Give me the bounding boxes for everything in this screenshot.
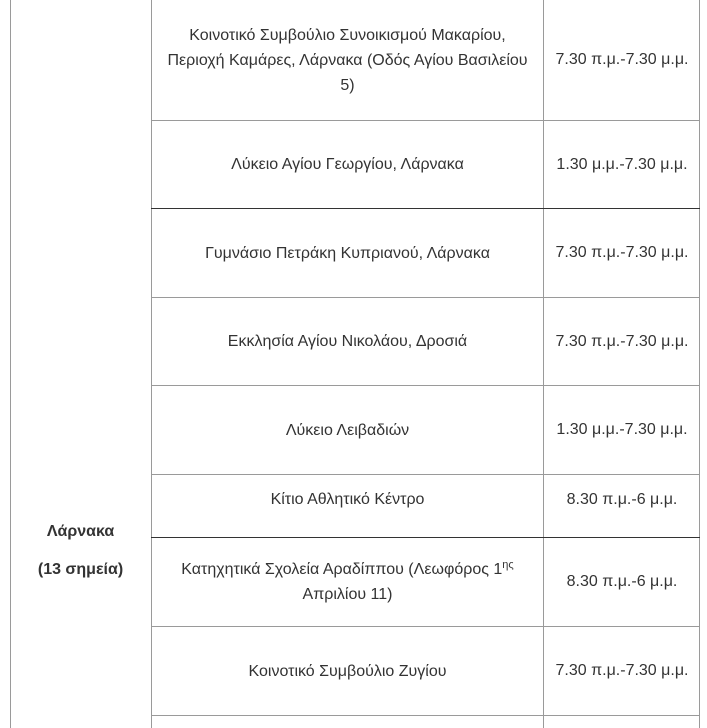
table-border-left	[10, 0, 11, 728]
ordinal-superscript: ης	[502, 559, 514, 571]
place-text: Εκκλησία Αγίου Νικολάου, Δροσιά	[227, 333, 468, 350]
table-row-place	[152, 121, 543, 208]
region-cell	[10, 513, 151, 589]
table-row-hours	[544, 538, 700, 626]
place-text: Γυμνάσιο Πετράκη Κυπριανού, Λάρνακα	[205, 244, 490, 262]
table-row-place	[152, 538, 543, 626]
row-divider	[151, 715, 700, 716]
table-row-hours	[544, 627, 700, 715]
place-text: Λύκειο Λειβαδιών	[285, 421, 410, 439]
place-text: Κοινοτικό Συμβούλιο Ζυγίου	[248, 662, 447, 680]
hours-text: 8.30 π.μ.-6 μ.μ.	[566, 490, 678, 508]
hours-text: 7.30 π.μ.-7.30 μ.μ.	[555, 662, 689, 679]
place-text: Κατηχητικά Σχολεία Αραδίππου (Λεωφόρος $1^{\eta\varsigma}$ Απριλίου 11)	[181, 559, 514, 603]
region-name: Λάρνακα	[46, 523, 115, 540]
hours-text: 1.30 μ.μ.-7.30 μ.μ.	[556, 421, 688, 438]
table-row-place	[152, 475, 543, 524]
region-count: (13 σημεία)	[37, 561, 124, 578]
place-text: Κοινοτικό Συμβούλιο Συνοικισμού Μακαρίου, Περιοχή Καμάρες, Λάρνακα (Οδός Αγίου Βασιλείου 5)	[167, 26, 528, 94]
table-row-place	[152, 0, 543, 120]
locations-table	[10, 0, 700, 728]
table-row-place	[152, 386, 543, 474]
table-row-place	[152, 627, 543, 715]
table-row-hours	[544, 121, 700, 208]
table-row-hours	[544, 386, 700, 474]
table-row-hours	[544, 209, 700, 297]
hours-text: 8.30 π.μ.-6 μ.μ.	[566, 573, 678, 590]
hours-text: 7.30 π.μ.-7.30 μ.μ.	[555, 332, 689, 350]
table-row-hours	[544, 298, 700, 385]
hours-text: 1.30 μ.μ.-7.30 μ.μ.	[556, 155, 688, 173]
table-row-hours	[544, 0, 700, 120]
place-text: Λύκειο Αγίου Γεωργίου, Λάρνακα	[231, 156, 464, 173]
hours-text: 7.30 π.μ.-7.30 μ.μ.	[555, 244, 689, 261]
place-text: Κίτιο Αθλητικό Κέντρο	[270, 491, 425, 508]
table-row-place	[152, 209, 543, 297]
hours-text: 7.30 π.μ.-7.30 μ.μ.	[555, 51, 689, 68]
table-row-place	[152, 298, 543, 385]
table-row-hours	[544, 475, 700, 524]
